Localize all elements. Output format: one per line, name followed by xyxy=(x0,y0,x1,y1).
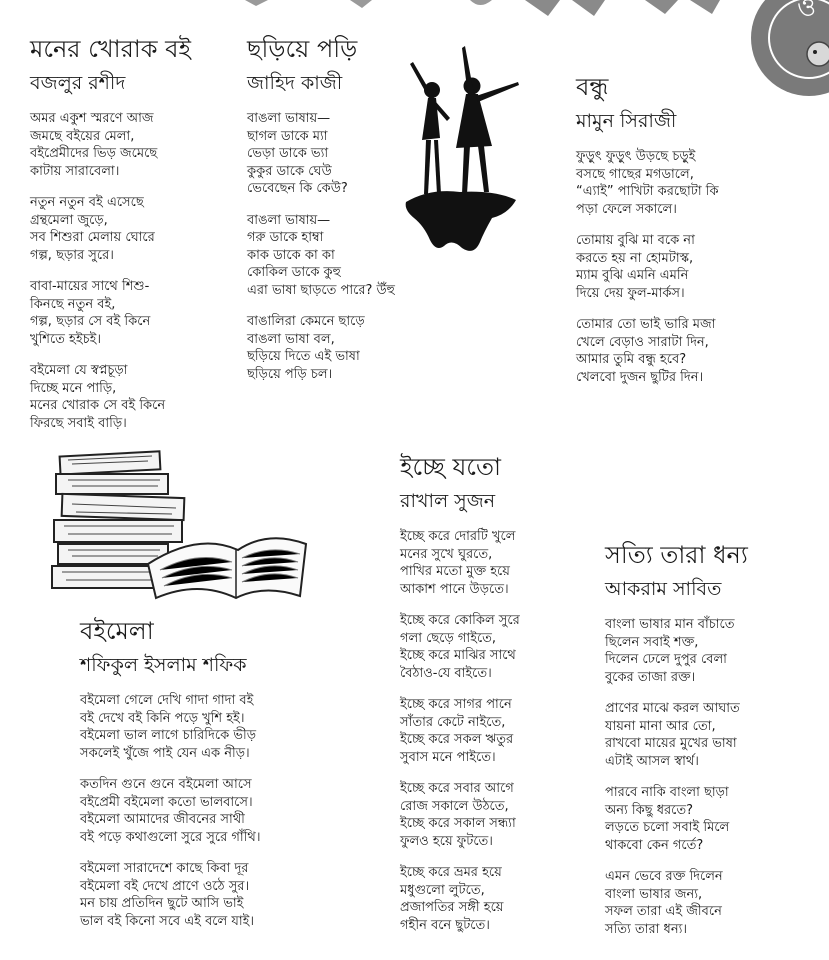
poem-line: অমর একুশ স্মরণে আজ xyxy=(30,111,154,126)
poem-line: করতে হয় না হোমটাস্ক, xyxy=(576,250,694,266)
poem-line: মন চায় প্রতিদিন ছুটে আসি ভাই xyxy=(80,896,244,911)
poem-line: নতুন নতুন বই এসেছে xyxy=(30,195,144,210)
poem-line: বুকের তাজা রক্ত। xyxy=(605,669,696,685)
poem-line: আকাশ পানে উড়তে। xyxy=(400,581,509,597)
poem-line: বইমেলা যে স্বপ্নচূড়া xyxy=(30,363,128,378)
poem-line: তোমায় বুঝি মা বকে না xyxy=(576,233,695,248)
poem-line: প্রজাপতির সঙ্গী হয়ে xyxy=(400,900,504,915)
poem-line: বাংলা ভাষার জন্য, xyxy=(605,886,703,902)
poem-line: মনের সুখে ঘুরতে, xyxy=(400,546,493,562)
poem-line: কিনছে নতুন বই, xyxy=(30,296,116,312)
poem-line: রোজ সকালে উঠতে, xyxy=(400,798,509,814)
poem-line: সত্যি তারা ধন্য। xyxy=(605,921,688,937)
stanza xyxy=(400,864,520,934)
stanza xyxy=(80,860,260,930)
poem-line: পারবে নাকি বাংলা ছাড়া xyxy=(605,785,729,800)
poem-line: বইমেলা গেলে দেখি গাদা গাদা বই xyxy=(80,693,254,708)
poem-line: গহীন বনে ছুটতে। xyxy=(400,917,490,933)
poem-author: রাখাল সুজন xyxy=(400,490,496,512)
poem-line: গলা ছেড়ে গাইতে, xyxy=(400,630,497,646)
poem-line: বইমেলা আমাদের জীবনের সাথী xyxy=(80,812,245,827)
poem-moner-khorak xyxy=(30,34,191,432)
poem-line: ইচ্ছে করে সাগর পানে xyxy=(400,697,512,712)
poem-line: ফিরছে সবাই বাড়ি। xyxy=(30,415,127,431)
top-decoration xyxy=(0,0,807,30)
poem-line: বইমেলা সারাদেশে কাছে কিবা দূর xyxy=(80,861,249,876)
poem-line: গ্রন্থমেলা জুড়ে, xyxy=(30,212,108,228)
poem-line: গল্প, ছড়ার সুরে। xyxy=(30,247,114,263)
poem-line: ফুড়ুৎ ফুড়ুৎ উড়ছে চড়ুই xyxy=(576,149,696,164)
poem-line: বই দেখে বই কিনি পড়ে খুশি হই। xyxy=(80,710,245,726)
poem-line: ভেবেছেন কি কেউ? xyxy=(247,181,348,196)
poem-sotti-tara-dhonno xyxy=(605,540,748,938)
poem-line: ইচ্ছে করে সকাল সন্ধ্যা xyxy=(400,816,516,831)
badge-glyph: ও xyxy=(797,0,817,23)
poem-line: থাকবো কেন গর্তে? xyxy=(605,837,704,853)
books-illustration xyxy=(48,446,310,606)
poem-line: ভেড়া ডাকে ভ্যা xyxy=(247,146,329,161)
poem-line: ইচ্ছে করে মাঝির সাথে xyxy=(400,648,516,663)
poem-line: গল্প, ছড়ার সে বই কিনে xyxy=(30,314,151,329)
poem-line: মধুগুলো লুটতে, xyxy=(400,882,485,898)
poem-line: কাক ডাকে কা কা xyxy=(247,247,335,263)
stanza xyxy=(30,362,191,432)
stanza xyxy=(400,780,520,850)
poem-line: পড়া ফেলে সকালে। xyxy=(576,201,677,217)
poem-line: দিলেন ঢেলে দুপুর বেলা xyxy=(605,652,727,667)
poem-title: সত্যি তারা ধন্য xyxy=(605,541,748,569)
stanza xyxy=(30,278,191,348)
poem-line: বাঙলা ভাষায়— xyxy=(247,111,331,126)
poem-line: ম্যাম বুঝি এমনি এমনি xyxy=(576,268,689,283)
stanza xyxy=(576,148,719,218)
poem-line: বইমেলা ভাল লাগে চারিদিকে ভীড় xyxy=(80,728,256,743)
poem-line: এমন ভেবে রক্ত দিলেন xyxy=(605,869,723,884)
poem-title: ছড়িয়ে পড়ি xyxy=(247,35,358,63)
poem-line: ফুলও হয়ে ফুটতে। xyxy=(400,833,493,849)
poem-line: খেলে বেড়াও সারাটা দিন, xyxy=(576,334,709,350)
poem-line: যায়না মানা আর তো, xyxy=(605,718,716,734)
poem-line: দিচ্ছে মনে পাড়ি, xyxy=(30,380,117,396)
poem-line: কাটায় সারাবেলা। xyxy=(30,163,120,179)
poem-line: ছড়িয়ে পড়ি চল। xyxy=(247,366,333,382)
poem-author: জাহিদ কাজী xyxy=(247,72,343,94)
poem-line: বাবা-মায়ের সাথে শিশু- xyxy=(30,279,150,294)
poem-line: কুকুর ডাকে ঘেউ xyxy=(247,163,332,179)
poem-author: আকরাম সাবিত xyxy=(605,578,722,600)
stanza xyxy=(400,528,520,598)
stanza xyxy=(605,700,748,770)
poem-line: কতদিন গুনে গুনে বইমেলা আসে xyxy=(80,777,252,792)
poem-line: আমার তুমি বন্ধু হবে? xyxy=(576,352,687,367)
girls-silhouette-illustration xyxy=(400,42,522,260)
stanza xyxy=(605,784,748,854)
poem-line: দিয়ে দেয় ফুল-মার্কস। xyxy=(576,285,685,301)
poem-chhoriye-pori xyxy=(247,34,395,383)
poem-line: সব শিশুরা মেলায় ঘোরে xyxy=(30,230,155,245)
poem-line: বাঙালিরা কেমনে ছাড়ে xyxy=(247,314,365,329)
stanza xyxy=(400,612,520,682)
corner-badge xyxy=(749,0,829,96)
stanza xyxy=(30,194,191,264)
stanza xyxy=(80,776,260,846)
stanza xyxy=(605,868,748,938)
poem-line: তোমার তো ভাই ভারি মজা xyxy=(576,317,716,332)
poem-line: গরু ডাকে হাম্বা xyxy=(247,230,324,245)
poem-title: বইমেলা xyxy=(80,617,154,645)
poem-author: বজলুর রশীদ xyxy=(30,72,126,94)
poem-line: বইমেলা বই দেখে প্রাণে ওঠে সুর। xyxy=(80,878,250,894)
poem-line: বইপ্রেমীদের ভিড় জমেছে xyxy=(30,146,158,161)
stanza xyxy=(605,616,748,686)
poem-line: জমছে বইয়ের মেলা, xyxy=(30,128,135,144)
poem-line: বাংলা ভাষার মান বাঁচাতে xyxy=(605,617,735,632)
poem-line: ইচ্ছে করে সকল ঋতুর xyxy=(400,732,514,747)
poem-line: মনের খোরাক সে বই কিনে xyxy=(30,398,166,413)
poem-line: ছড়িয়ে দিতে এই ভাষা xyxy=(247,349,360,364)
poem-line: কোকিল ডাকে কুহু xyxy=(247,265,341,280)
poem-line: ইচ্ছে করে ভ্রমর হয়ে xyxy=(400,865,502,880)
poem-line: বসছে গাছের মগডালে, xyxy=(576,166,694,182)
stanza xyxy=(80,692,260,762)
poem-line: এরা ভাষা ছাড়তে পারে? উঁহু xyxy=(247,282,395,298)
poem-bondhu xyxy=(576,72,719,386)
poem-line: বইপ্রেমী বইমেলা কতো ভালবাসে। xyxy=(80,794,253,810)
poem-line: ছিলেন সবাই শক্ত, xyxy=(605,634,699,650)
poem-title: মনের খোরাক বই xyxy=(30,35,192,63)
poem-line: সকলেই খুঁজে পাই যেন এক নীড়। xyxy=(80,745,250,761)
poem-line: রাখবো মায়ের মুখের ভাষা xyxy=(605,736,737,751)
poem-line: প্রাণের মাঝে করল আঘাত xyxy=(605,701,740,716)
poem-ichchhe-joto xyxy=(400,452,520,934)
poem-line: ইচ্ছে করে সবার আগে xyxy=(400,781,514,796)
poem-line: ছাগল ডাকে ম্যা xyxy=(247,128,328,144)
poem-line: বৈঠাও-যে বাইতে। xyxy=(400,665,492,681)
stanza xyxy=(247,313,395,383)
poem-line: পাখির মতো মুক্ত হয়ে xyxy=(400,564,510,579)
poem-author: মামুন সিরাজী xyxy=(576,110,677,132)
poem-line: ভাল বই কিনো সবে এই বলে যাই। xyxy=(80,913,255,929)
stanza xyxy=(247,212,395,300)
poem-line: ইচ্ছে করে কোকিল সুরে xyxy=(400,613,520,628)
stanza xyxy=(400,696,520,766)
poem-line: সুবাস মনে পাইতে। xyxy=(400,749,496,765)
poem-line: বাঙলা ভাষা বল, xyxy=(247,331,335,347)
stanza xyxy=(247,110,395,198)
poem-line: খেলবো দুজন ছুটির দিন। xyxy=(576,369,704,385)
poem-boimela xyxy=(80,616,260,930)
poem-line: সফল তারা এই জীবনে xyxy=(605,904,722,919)
poem-line: খুশিতে হইচই। xyxy=(30,331,102,347)
poem-title: ইচ্ছে যতো xyxy=(400,453,501,481)
poem-line: বাঙলা ভাষায়— xyxy=(247,212,331,228)
stanza xyxy=(30,110,191,180)
poem-title: বন্ধু xyxy=(576,73,609,101)
poem-line: সাঁতার কেটে নাইতে, xyxy=(400,714,506,730)
poem-line: বই পড়ে কথাগুলো সুরে সুরে গাঁথি। xyxy=(80,829,261,845)
poem-author: শফিকুল ইসলাম শফিক xyxy=(80,654,247,676)
stanza xyxy=(576,232,719,302)
poem-line: অন্য কিছু ধরতে? xyxy=(605,802,694,818)
poem-line: “এ্যাই” পাখিটা করছোটা কি xyxy=(576,184,719,199)
stanza xyxy=(576,316,719,386)
poem-line: এটাই আসল স্বার্থ। xyxy=(605,753,699,769)
poem-line: ইচ্ছে করে দোরটি খুলে xyxy=(400,529,516,544)
poem-line: লড়তে চলো সবাই মিলে xyxy=(605,820,730,835)
